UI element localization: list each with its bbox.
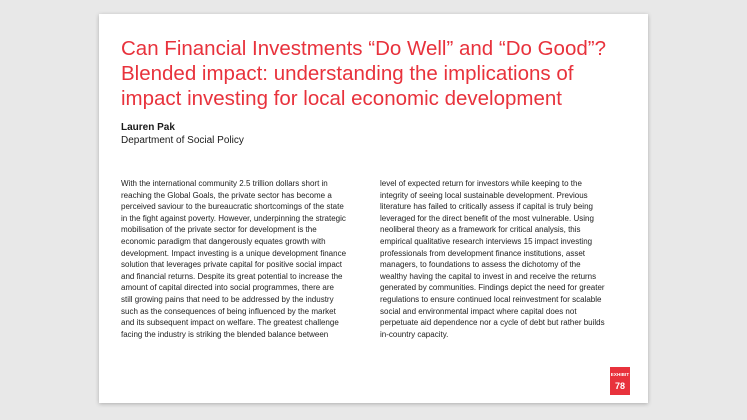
author-department: Department of Social Policy: [121, 135, 244, 146]
page-title: [121, 36, 631, 111]
abstract-line: and financial returns. Despite its great potential to increase the: [121, 271, 343, 281]
abstract-line: solution that leverages private capital for positive social impact: [121, 260, 342, 270]
abstract-column-left: [121, 178, 353, 340]
abstract-line: development. Impact investing is a unique development finance: [121, 248, 347, 258]
abstract-column-right: [380, 178, 612, 340]
abstract-line: regulations to ensure continued local reinvestment for scalable: [380, 294, 602, 304]
abstract-line: integrity of seeing local sustainable development. Previous: [380, 190, 588, 200]
abstract-line: economic paradigm that dangerously equates growth with: [121, 236, 326, 246]
abstract-line: leveraged for the direct benefit of the most vulnerable. Using: [380, 213, 594, 223]
abstract-line: reaching the Global Goals, the private sector has become a: [121, 190, 332, 200]
abstract-line: in the fight against poverty. However, underpinning the strategic: [121, 213, 346, 223]
abstract-line: wealthy having the capital to invest in and receive the returns: [380, 271, 597, 281]
abstract-line: amount of capital directed into social programmes, there are: [121, 283, 334, 293]
abstract-line: level of expected return for investors while keeping to the: [380, 179, 582, 188]
abstract-line: managers, to foundations to assess the dichotomy of the: [380, 260, 581, 270]
abstract-line: empirical qualitative research interviews 15 impact investing: [380, 236, 593, 246]
abstract-line: mobilisation of the private sector for development is the: [121, 225, 317, 235]
abstract-line: perpetuate aid dependence nor a cycle of debt but rather builds: [380, 318, 605, 328]
abstract-line: social and environmental impact where capital does not: [380, 306, 577, 316]
abstract-line: facing the industry is striking the blended balance between: [121, 329, 329, 339]
exhibit-label: EXHIBIT: [610, 372, 630, 377]
exhibit-badge: [610, 367, 630, 395]
abstract-line: perceived saviour to the bureaucratic shortcomings of the state: [121, 202, 344, 212]
exhibit-page: [99, 14, 648, 403]
abstract-line: professionals from development finance institutions, asset: [380, 248, 585, 258]
author-name: Lauren Pak: [121, 122, 175, 133]
abstract-line: such as the consequences of being influenced by the market: [121, 306, 336, 316]
abstract-line: in-country capacity.: [380, 329, 449, 339]
title-line: impact investing for local economic development: [121, 87, 562, 110]
abstract-line: and its subsequent impact on welfare. The greatest challenge: [121, 318, 339, 328]
abstract-line: still growing pains that need to be addressed by the industry: [121, 294, 334, 304]
abstract-line: literature has failed to critically assess if capital is truly being: [380, 202, 593, 212]
abstract-line: With the international community 2.5 trillion dollars short in: [121, 179, 328, 188]
abstract-line: neoliberal theory as a framework for critical analysis, this: [380, 225, 581, 235]
title-line: Blended impact: understanding the implications of: [121, 62, 574, 85]
title-line: Can Financial Investments “Do Well” and “Do Good”?: [121, 37, 606, 60]
exhibit-number: 78: [614, 381, 625, 391]
abstract-line: generated by communities. Findings depict the need for greater: [380, 283, 605, 293]
